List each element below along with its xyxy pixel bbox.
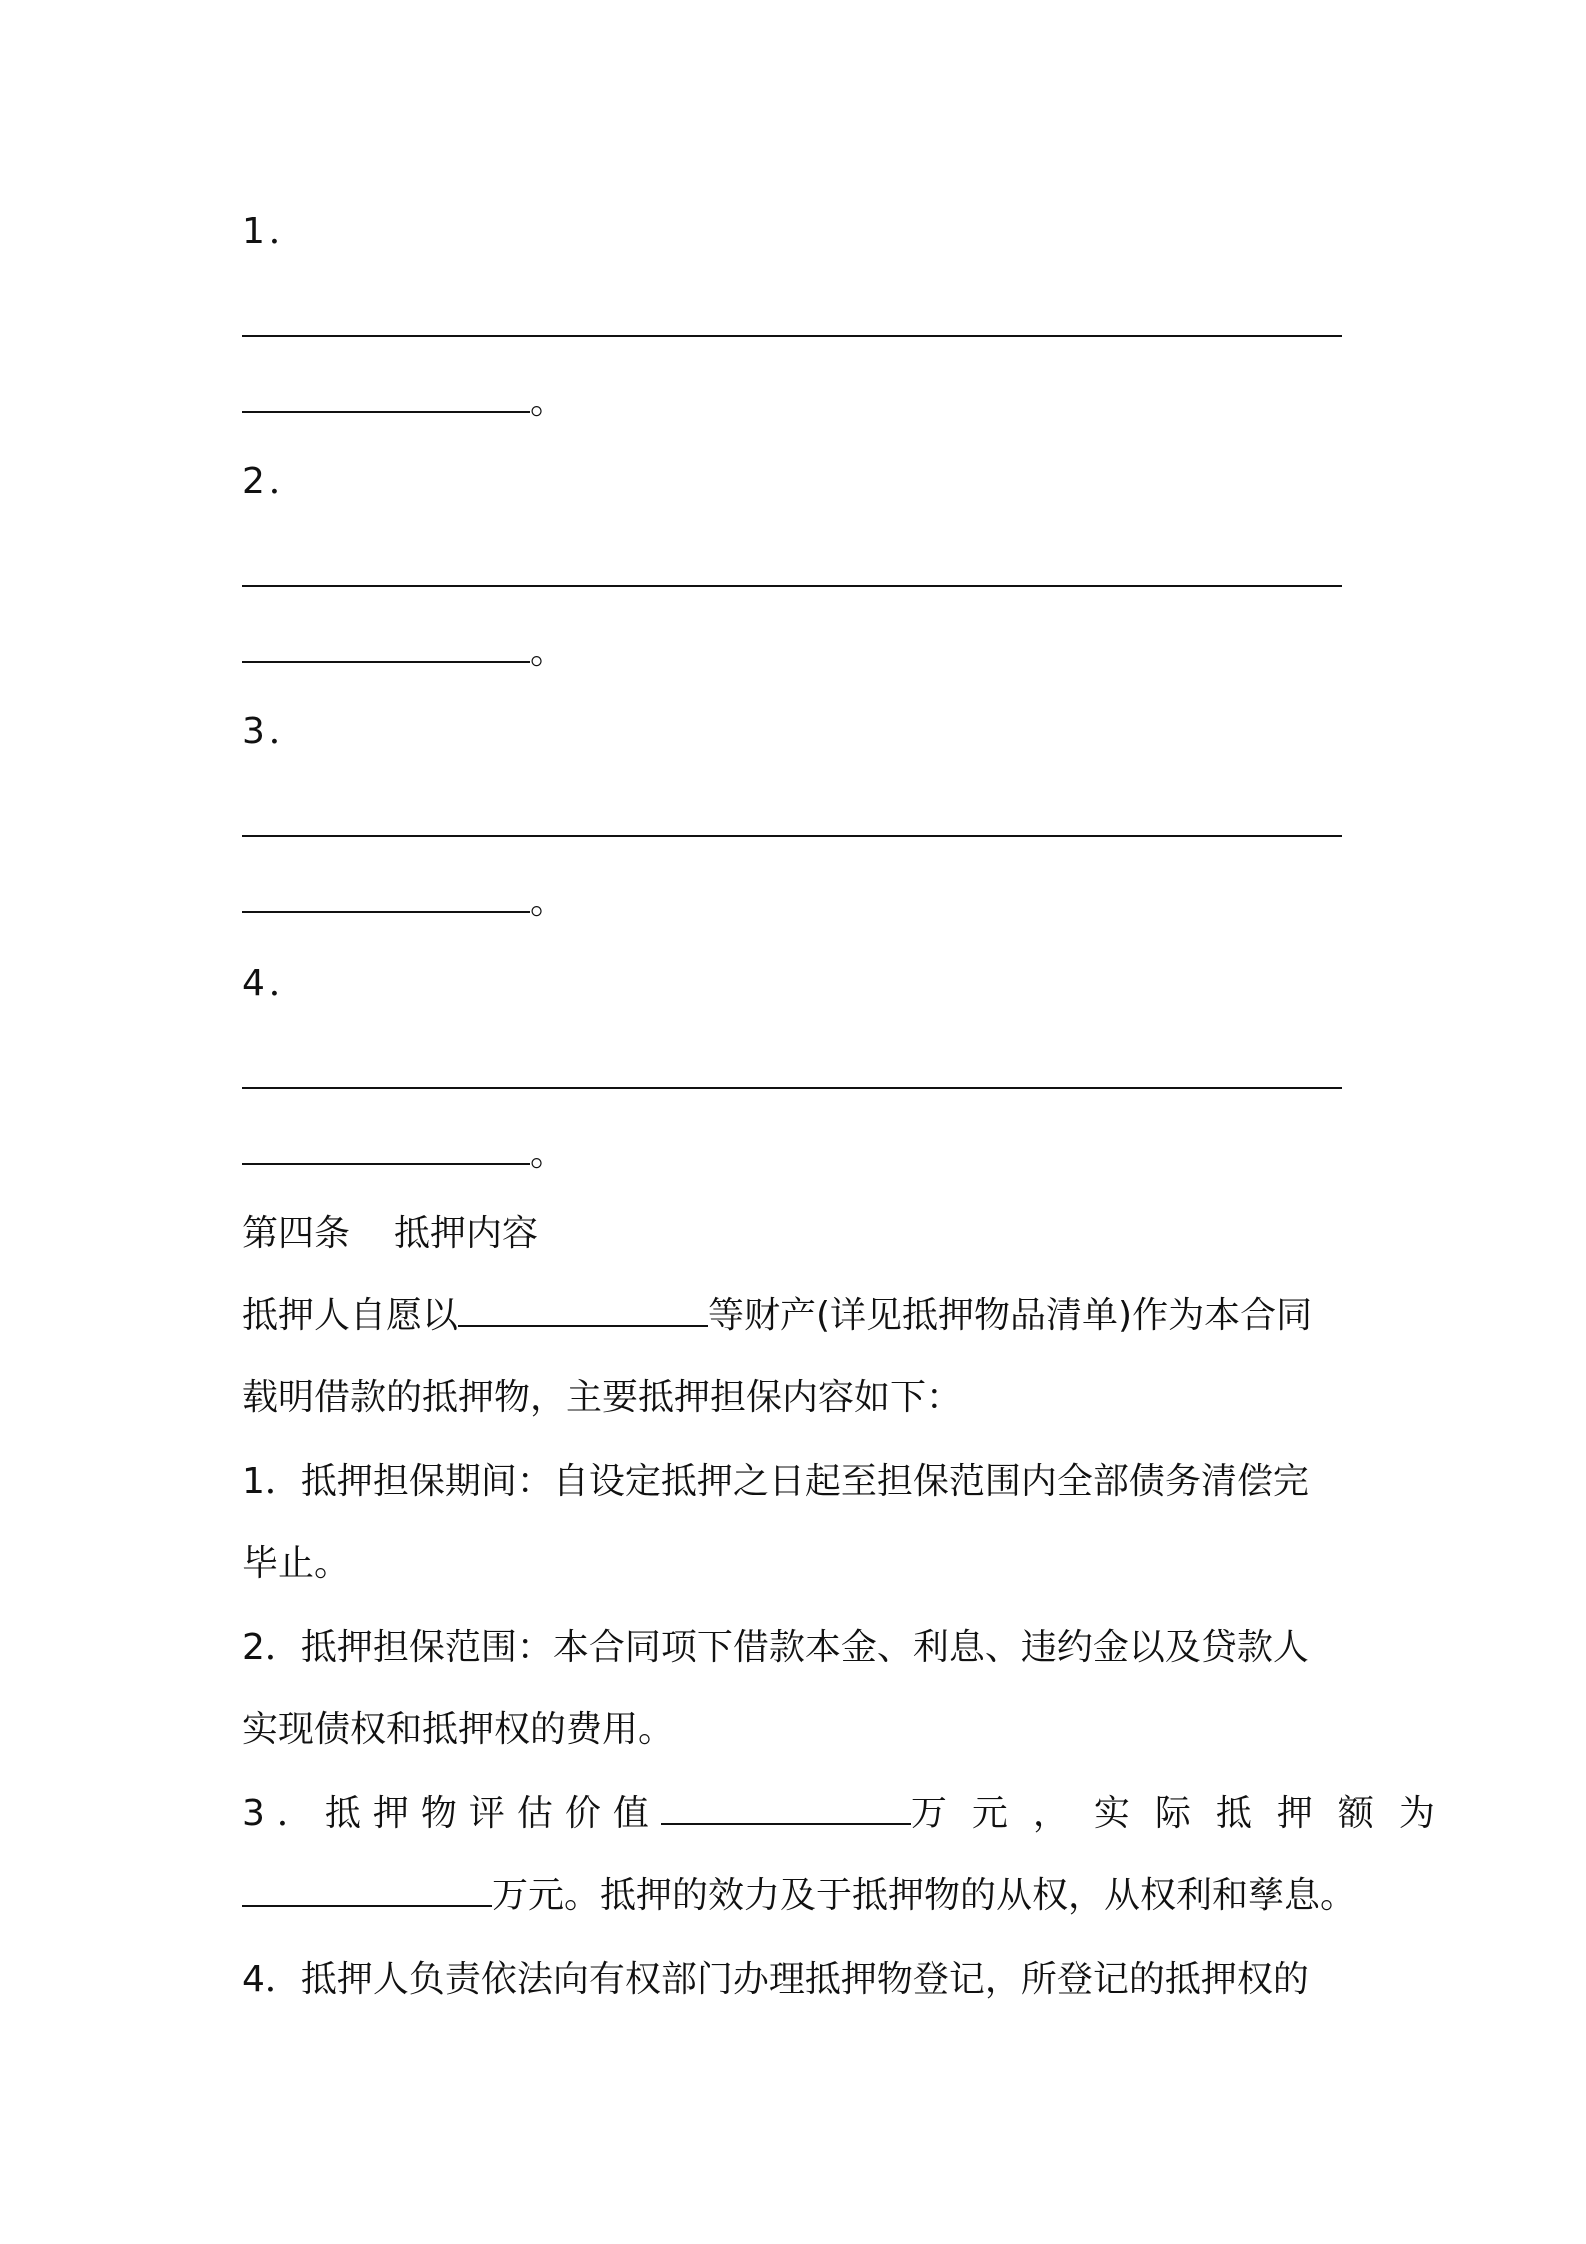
period: 。 xyxy=(530,381,567,422)
fill-blank[interactable] xyxy=(242,1057,1342,1089)
clause-1-line-1: 1．抵押担保期间：自设定抵押之日起至担保范围内全部债务清偿完 xyxy=(242,1461,1309,1502)
fill-blank[interactable] xyxy=(242,1875,492,1907)
article-title: 抵押内容 xyxy=(394,1213,539,1254)
clause-3-text: 3．抵押物评估价值 xyxy=(242,1793,661,1834)
fill-blank[interactable] xyxy=(458,1295,708,1327)
item-1-blank-line xyxy=(242,302,1342,350)
fill-blank[interactable] xyxy=(242,381,530,413)
period: 。 xyxy=(530,881,567,922)
clause-2-line-2: 实现债权和抵押权的费用。 xyxy=(242,1709,675,1750)
intro-text: 抵押人自愿以 xyxy=(242,1295,459,1336)
item-4-blank-line xyxy=(242,1054,1342,1102)
fill-blank[interactable] xyxy=(242,631,530,663)
clause-3-line-1 xyxy=(242,1790,1460,1838)
fill-blank[interactable] xyxy=(242,555,1342,587)
period: 。 xyxy=(530,1133,567,1174)
intro-line-2: 载明借款的抵押物，主要抵押担保内容如下： xyxy=(242,1377,963,1418)
fill-blank[interactable] xyxy=(242,881,530,913)
item-3-blank-line xyxy=(242,802,1342,850)
item-2-blank-end xyxy=(242,628,566,676)
item-2-number: 2． xyxy=(242,461,309,502)
article-heading xyxy=(242,1210,538,1258)
intro-text: 等财产(详见抵押物品清单)作为本合同 xyxy=(708,1295,1313,1336)
article-number: 第四条 xyxy=(242,1213,351,1254)
item-1-blank-end xyxy=(242,378,566,426)
fill-blank[interactable] xyxy=(242,1133,530,1165)
period: 。 xyxy=(530,631,567,672)
clause-2-line-1: 2．抵押担保范围：本合同项下借款本金、利息、违约金以及贷款人 xyxy=(242,1627,1309,1668)
item-4-number: 4． xyxy=(242,963,309,1004)
intro-line-1 xyxy=(242,1292,1312,1340)
clause-3-line-2 xyxy=(242,1872,1356,1920)
fill-blank[interactable] xyxy=(661,1793,911,1825)
item-1-number: 1． xyxy=(242,211,309,252)
item-4-blank-end xyxy=(242,1130,566,1178)
item-3-number: 3． xyxy=(242,711,309,752)
fill-blank[interactable] xyxy=(242,805,1342,837)
item-3-blank-end xyxy=(242,878,566,926)
clause-3-text: 万元。抵押的效力及于抵押物的从权，从权利和孳息。 xyxy=(492,1875,1357,1916)
fill-blank[interactable] xyxy=(242,305,1342,337)
clause-1-line-2: 毕止。 xyxy=(242,1543,351,1584)
clause-3-text: 万元，实际抵押额为 xyxy=(910,1793,1460,1834)
item-2-blank-line xyxy=(242,552,1342,600)
clause-4-line-1: 4．抵押人负责依法向有权部门办理抵押物登记，所登记的抵押权的 xyxy=(242,1959,1309,2000)
